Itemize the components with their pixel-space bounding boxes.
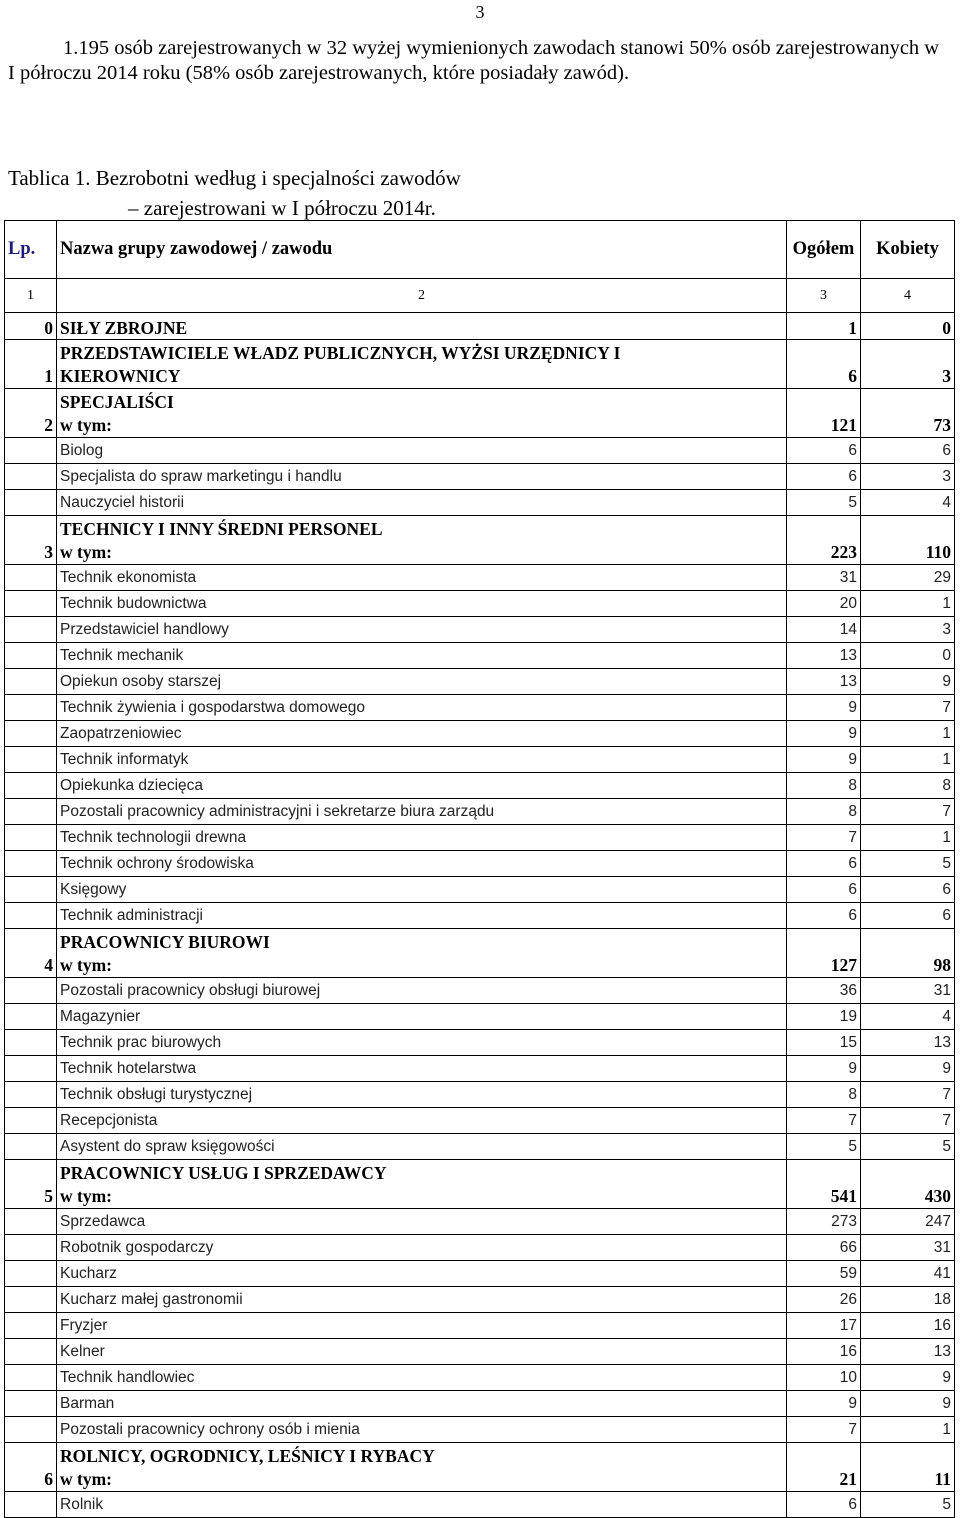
row-total: 59 (787, 1261, 861, 1287)
row-name-text: Technik obsługi turystycznej (60, 1086, 253, 1103)
row-lp (5, 1004, 57, 1030)
row-women: 31 (861, 1235, 955, 1261)
group-row (5, 389, 955, 438)
row-lp (5, 1339, 57, 1365)
row-women: 6 (861, 877, 955, 903)
table-row (5, 799, 955, 825)
row-women: 4 (861, 1004, 955, 1030)
row-name-text: Technik ochrony środowiska (60, 855, 254, 872)
row-name (57, 1391, 787, 1417)
row-lp (5, 978, 57, 1004)
row-total: 9 (787, 747, 861, 773)
row-name (57, 669, 787, 695)
row-lp (5, 1313, 57, 1339)
table-row (5, 851, 955, 877)
row-lp (5, 747, 57, 773)
row-women: 1 (861, 747, 955, 773)
table-row (5, 1134, 955, 1160)
row-women: 5 (861, 851, 955, 877)
row-name (57, 389, 787, 438)
row-total: 9 (787, 1056, 861, 1082)
row-women: 7 (861, 1082, 955, 1108)
row-women: 0 (861, 643, 955, 669)
header-women: Kobiety (861, 221, 955, 279)
row-total: 6 (787, 1492, 861, 1518)
row-women: 9 (861, 1365, 955, 1391)
row-name (57, 721, 787, 747)
row-total: 7 (787, 1108, 861, 1134)
row-lp: 2 (5, 389, 57, 438)
page-number: 3 (475, 2, 485, 22)
intro-paragraph (8, 36, 948, 86)
column-number: 4 (861, 279, 955, 313)
row-name-text: PRZEDSTAWICIELE WŁADZ PUBLICZNYCH, WYŻSI URZĘDNICY I KIEROWNICY (60, 343, 621, 386)
row-lp (5, 669, 57, 695)
table-row (5, 978, 955, 1004)
row-lp (5, 903, 57, 929)
row-total: 36 (787, 978, 861, 1004)
table-row (5, 1492, 955, 1518)
table-row (5, 903, 955, 929)
row-total: 9 (787, 695, 861, 721)
row-total: 13 (787, 643, 861, 669)
row-lp (5, 1365, 57, 1391)
table-row (5, 565, 955, 591)
row-name-text: TECHNICY I INNY ŚREDNI PERSONEL w tym: (60, 519, 383, 562)
row-name-text: Technik hotelarstwa (60, 1060, 197, 1077)
row-total: 6 (787, 340, 861, 389)
table-row (5, 1365, 955, 1391)
row-women: 6 (861, 903, 955, 929)
row-total: 66 (787, 1235, 861, 1261)
row-women: 8 (861, 773, 955, 799)
table-row (5, 1261, 955, 1287)
group-row (5, 340, 955, 389)
row-name-text: PRACOWNICY BIUROWI w tym: (60, 932, 270, 975)
row-name (57, 799, 787, 825)
row-name (57, 516, 787, 565)
row-women: 9 (861, 669, 955, 695)
row-lp (5, 438, 57, 464)
row-name (57, 1287, 787, 1313)
row-women: 31 (861, 978, 955, 1004)
row-name (57, 340, 787, 389)
row-name-text: SIŁY ZBROJNE (60, 318, 188, 338)
row-total: 6 (787, 464, 861, 490)
row-name-text: ROLNICY, OGRODNICY, LEŚNICY I RYBACY w tym: (60, 1446, 435, 1489)
table-caption (8, 163, 461, 223)
row-lp (5, 565, 57, 591)
row-total: 16 (787, 1339, 861, 1365)
row-total: 5 (787, 490, 861, 516)
row-women: 41 (861, 1261, 955, 1287)
header-lp: Lp. (5, 221, 57, 279)
table-row (5, 1235, 955, 1261)
row-lp: 1 (5, 340, 57, 389)
table-row (5, 1391, 955, 1417)
row-women: 5 (861, 1492, 955, 1518)
row-lp (5, 773, 57, 799)
row-name-text: Asystent do spraw księgowości (60, 1138, 275, 1155)
table-row (5, 721, 955, 747)
row-lp (5, 1417, 57, 1443)
row-name-text: Pozostali pracownicy ochrony osób i mienia (60, 1421, 360, 1438)
row-name-text: Kucharz małej gastronomii (60, 1291, 243, 1308)
row-women: 1 (861, 825, 955, 851)
row-women: 430 (861, 1160, 955, 1209)
row-women: 247 (861, 1209, 955, 1235)
row-total: 127 (787, 929, 861, 978)
header-total: Ogółem (787, 221, 861, 279)
row-lp (5, 1287, 57, 1313)
row-lp (5, 1030, 57, 1056)
row-name-text: Technik ekonomista (60, 569, 197, 586)
row-name-text: Zaopatrzeniowiec (60, 725, 182, 742)
table-row (5, 1209, 955, 1235)
group-row (5, 313, 955, 340)
row-name (57, 313, 787, 340)
row-name-text: Specjalista do spraw marketingu i handlu (60, 468, 342, 485)
row-women: 7 (861, 799, 955, 825)
row-total: 26 (787, 1287, 861, 1313)
row-women: 9 (861, 1056, 955, 1082)
row-name-text: Technik handlowiec (60, 1369, 195, 1386)
row-total: 9 (787, 721, 861, 747)
row-name (57, 1235, 787, 1261)
row-women: 1 (861, 721, 955, 747)
row-lp (5, 617, 57, 643)
column-number: 2 (57, 279, 787, 313)
row-total: 8 (787, 799, 861, 825)
row-total: 14 (787, 617, 861, 643)
row-name (57, 490, 787, 516)
row-lp: 5 (5, 1160, 57, 1209)
row-name-text: Sprzedawca (60, 1213, 146, 1230)
row-total: 6 (787, 877, 861, 903)
row-name (57, 1443, 787, 1492)
column-number: 3 (787, 279, 861, 313)
table-row (5, 1056, 955, 1082)
table-row (5, 438, 955, 464)
row-lp (5, 643, 57, 669)
row-name-text: Technik prac biurowych (60, 1034, 222, 1051)
group-row (5, 1443, 955, 1492)
row-women: 98 (861, 929, 955, 978)
row-total: 15 (787, 1030, 861, 1056)
column-number-row (5, 279, 955, 313)
row-lp (5, 1209, 57, 1235)
row-name-text: Technik żywienia i gospodarstwa domowego (60, 699, 365, 716)
intro-text: 1.195 osób zarejestrowanych w 32 wyżej wymienionych zawodach stanowi 50% osób zarejestrowanych w I półroczu 2014 roku (58% osób zarejestrowanych, które posiadały zawód). (8, 37, 940, 84)
row-name (57, 438, 787, 464)
row-women: 3 (861, 617, 955, 643)
row-women: 29 (861, 565, 955, 591)
caption-line-1: Tablica 1. Bezrobotni według i specjalności zawodów (8, 166, 461, 190)
row-total: 9 (787, 1391, 861, 1417)
row-name-text: SPECJALIŚCI w tym: (60, 392, 174, 435)
row-name (57, 1004, 787, 1030)
row-name-text: Recepcjonista (60, 1112, 158, 1129)
row-name (57, 1030, 787, 1056)
table-row (5, 1030, 955, 1056)
row-name-text: Księgowy (60, 881, 127, 898)
row-name-text: Kelner (60, 1343, 105, 1360)
row-name-text: Robotnik gospodarczy (60, 1239, 214, 1256)
table-row (5, 1417, 955, 1443)
row-lp (5, 591, 57, 617)
row-name (57, 1492, 787, 1518)
row-name-text: Technik administracji (60, 907, 203, 924)
row-total: 31 (787, 565, 861, 591)
table-row (5, 490, 955, 516)
row-total: 541 (787, 1160, 861, 1209)
row-total: 121 (787, 389, 861, 438)
row-women: 3 (861, 340, 955, 389)
row-name-text: Pozostali pracownicy administracyjni i sekretarze biura zarządu (60, 803, 495, 820)
row-name (57, 565, 787, 591)
row-lp (5, 695, 57, 721)
row-lp (5, 1082, 57, 1108)
row-name (57, 1339, 787, 1365)
row-women: 13 (861, 1030, 955, 1056)
row-lp: 0 (5, 313, 57, 340)
row-lp: 3 (5, 516, 57, 565)
row-women: 73 (861, 389, 955, 438)
table-row (5, 1287, 955, 1313)
row-name (57, 1108, 787, 1134)
row-name (57, 1134, 787, 1160)
table-body (5, 313, 955, 1518)
table-row (5, 747, 955, 773)
row-lp (5, 1492, 57, 1518)
row-women: 7 (861, 1108, 955, 1134)
table-row (5, 617, 955, 643)
row-lp (5, 1134, 57, 1160)
row-name (57, 978, 787, 1004)
row-name (57, 1209, 787, 1235)
row-total: 7 (787, 825, 861, 851)
row-name (57, 1365, 787, 1391)
table-row (5, 1313, 955, 1339)
row-total: 13 (787, 669, 861, 695)
row-women: 1 (861, 1417, 955, 1443)
row-women: 16 (861, 1313, 955, 1339)
row-name-text: Magazynier (60, 1008, 141, 1025)
table-row (5, 643, 955, 669)
row-total: 8 (787, 1082, 861, 1108)
row-name-text: Nauczyciel historii (60, 494, 185, 511)
row-total: 6 (787, 438, 861, 464)
row-total: 273 (787, 1209, 861, 1235)
row-lp: 6 (5, 1443, 57, 1492)
row-name-text: Technik informatyk (60, 751, 189, 768)
row-name-text: Technik mechanik (60, 647, 184, 664)
header-name: Nazwa grupy zawodowej / zawodu (57, 221, 787, 279)
row-name-text: Opiekunka dziecięca (60, 777, 204, 794)
row-name (57, 617, 787, 643)
row-name (57, 825, 787, 851)
row-women: 4 (861, 490, 955, 516)
row-total: 6 (787, 903, 861, 929)
row-total: 5 (787, 1134, 861, 1160)
table-row (5, 773, 955, 799)
row-total: 10 (787, 1365, 861, 1391)
row-lp (5, 1261, 57, 1287)
table-row (5, 591, 955, 617)
row-lp (5, 490, 57, 516)
row-total: 20 (787, 591, 861, 617)
row-name (57, 695, 787, 721)
row-women: 13 (861, 1339, 955, 1365)
row-lp (5, 1391, 57, 1417)
row-women: 5 (861, 1134, 955, 1160)
row-women: 7 (861, 695, 955, 721)
row-lp (5, 877, 57, 903)
row-name-text: PRACOWNICY USŁUG I SPRZEDAWCY w tym: (60, 1163, 387, 1206)
row-women: 1 (861, 591, 955, 617)
row-total: 1 (787, 313, 861, 340)
row-name (57, 903, 787, 929)
row-name (57, 591, 787, 617)
group-row (5, 929, 955, 978)
row-women: 11 (861, 1443, 955, 1492)
row-name (57, 1082, 787, 1108)
row-lp (5, 1108, 57, 1134)
row-total: 7 (787, 1417, 861, 1443)
row-lp (5, 799, 57, 825)
row-total: 17 (787, 1313, 861, 1339)
row-name (57, 1261, 787, 1287)
row-name (57, 773, 787, 799)
caption-line-2: – zarejestrowani w I półroczu 2014r. (128, 196, 436, 220)
table-row (5, 1339, 955, 1365)
group-row (5, 516, 955, 565)
row-name-text: Opiekun osoby starszej (60, 673, 222, 690)
group-row (5, 1160, 955, 1209)
table-row (5, 464, 955, 490)
row-women: 18 (861, 1287, 955, 1313)
row-name-text: Barman (60, 1395, 115, 1412)
table-row (5, 669, 955, 695)
row-name-text: Technik technologii drewna (60, 829, 247, 846)
row-name-text: Przedstawiciel handlowy (60, 621, 229, 638)
table-row (5, 825, 955, 851)
row-name (57, 1056, 787, 1082)
occupations-table (4, 220, 955, 1518)
row-lp (5, 1056, 57, 1082)
row-name-text: Technik budownictwa (60, 595, 207, 612)
row-name-text: Pozostali pracownicy obsługi biurowej (60, 982, 321, 999)
row-lp (5, 851, 57, 877)
table-row (5, 877, 955, 903)
row-women: 6 (861, 438, 955, 464)
row-name (57, 929, 787, 978)
table-header-row (5, 221, 955, 279)
row-lp: 4 (5, 929, 57, 978)
row-name (57, 464, 787, 490)
table-row (5, 1082, 955, 1108)
row-women: 9 (861, 1391, 955, 1417)
row-women: 110 (861, 516, 955, 565)
row-name (57, 1417, 787, 1443)
table-row (5, 695, 955, 721)
row-name-text: Fryzjer (60, 1317, 108, 1334)
row-name (57, 1160, 787, 1209)
row-women: 0 (861, 313, 955, 340)
row-name (57, 643, 787, 669)
row-lp (5, 721, 57, 747)
row-lp (5, 464, 57, 490)
row-name (57, 1313, 787, 1339)
row-total: 19 (787, 1004, 861, 1030)
row-name (57, 877, 787, 903)
table-row (5, 1108, 955, 1134)
row-lp (5, 825, 57, 851)
row-women: 3 (861, 464, 955, 490)
row-total: 21 (787, 1443, 861, 1492)
row-name-text: Biolog (60, 442, 104, 459)
row-name-text: Rolnik (60, 1496, 104, 1513)
table-row (5, 1004, 955, 1030)
column-number: 1 (5, 279, 57, 313)
row-name-text: Kucharz (60, 1265, 117, 1282)
row-total: 8 (787, 773, 861, 799)
row-total: 6 (787, 851, 861, 877)
row-total: 223 (787, 516, 861, 565)
row-lp (5, 1235, 57, 1261)
row-name (57, 747, 787, 773)
row-name (57, 851, 787, 877)
